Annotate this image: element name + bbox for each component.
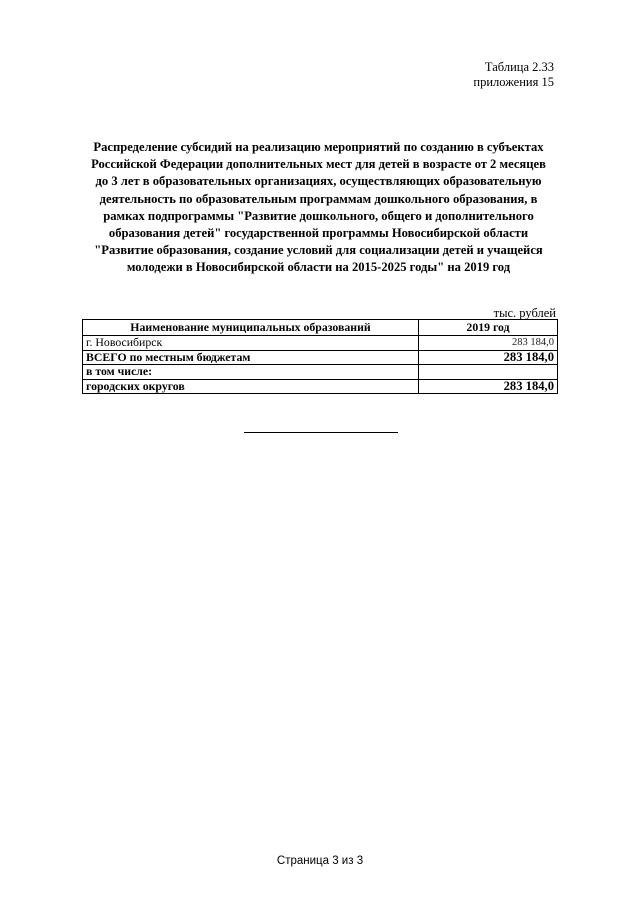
separator-line [244, 432, 398, 433]
column-header-name: Наименование муниципальных образований [83, 320, 419, 336]
row-value [419, 365, 558, 380]
table-row [83, 379, 558, 394]
unit-label: тыс. рублей [493, 306, 556, 320]
subsidy-table [82, 319, 558, 394]
title-line: деятельность по образовательным программам дошкольного образования, в [99, 191, 538, 206]
row-value: 283 184,0 [419, 336, 558, 351]
row-name: городских округов [83, 379, 419, 394]
table-number: Таблица 2.33 [484, 60, 554, 74]
table-reference [473, 60, 554, 90]
appendix-number: приложения 15 [473, 75, 554, 89]
title-line: Распределение субсидий на реализацию мероприятий по созданию в субъектах [93, 140, 544, 154]
row-name: г. Новосибирск [83, 336, 419, 351]
title-line: молодежи в Новосибирской области на 2015-2025 годы" на 2019 год [126, 260, 511, 275]
title-line: до 3 лет в образовательных организациях, осуществляющих образовательную [95, 174, 542, 189]
row-value: 283 184,0 [419, 350, 558, 365]
title-line: Российской Федерации дополнительных мест для детей в возрасте от 2 месяцев [91, 157, 546, 172]
title-line: "Развитие образования, создание условий для социализации детей и учащейся [94, 243, 543, 258]
table-row [83, 365, 558, 380]
page-number: Страница 3 из 3 [276, 855, 364, 867]
column-header-year: 2019 год [419, 320, 558, 336]
document-title [80, 139, 557, 277]
title-line: образования детей" государственной программы Новосибирской области [108, 226, 529, 241]
table-header-row [83, 320, 558, 336]
table-row [83, 350, 558, 365]
row-name: в том числе: [83, 365, 419, 380]
row-name: ВСЕГО по местным бюджетам [83, 350, 419, 365]
title-line: рамках подпрограммы "Развитие дошкольного, общего и дополнительного [103, 208, 534, 223]
table-row [83, 336, 558, 351]
row-value: 283 184,0 [419, 379, 558, 394]
